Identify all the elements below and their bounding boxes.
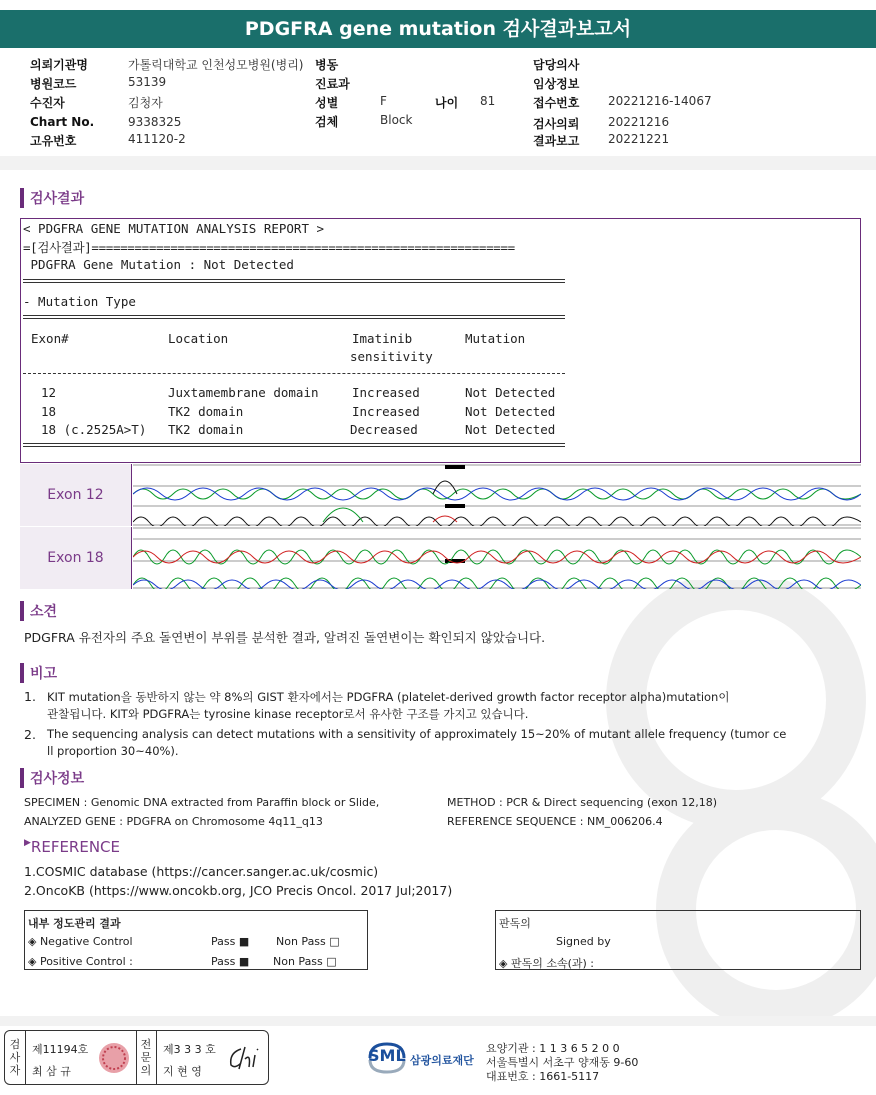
qc-heading: 내부 정도관리 결과 bbox=[28, 917, 121, 930]
reference-seq-info: REFERENCE SEQUENCE : NM_006206.4 bbox=[447, 815, 663, 828]
code-label: 병원코드 bbox=[30, 77, 77, 91]
mutation-type: - Mutation Type bbox=[23, 294, 136, 309]
requested-label: 검사의뢰 bbox=[533, 117, 580, 131]
note-line: ll proportion 30~40%). bbox=[47, 744, 179, 758]
negative-pass: Pass ■ bbox=[211, 935, 250, 948]
row-sensitivity: Decreased bbox=[350, 422, 418, 437]
col-sensitivity: sensitivity bbox=[350, 349, 433, 364]
gene-info: ANALYZED GENE : PDGFRA on Chromosome 4q11_q13 bbox=[24, 815, 323, 828]
id-value: 411120-2 bbox=[128, 132, 186, 146]
mutation-summary: PDGFRA Gene Mutation : Not Detected bbox=[23, 257, 294, 272]
note-num: 1. bbox=[24, 689, 36, 704]
row-exon: 18 (c.2525A>T) bbox=[41, 422, 147, 437]
name-value: 김청자 bbox=[128, 96, 163, 110]
divider bbox=[0, 156, 876, 170]
col-mutation: Mutation bbox=[465, 331, 526, 346]
hospital-label: 의뢰기관명 bbox=[30, 58, 88, 72]
phone: 대표번호 : 1661-5117 bbox=[486, 1070, 600, 1083]
negative-control-label: ◈ Negative Control bbox=[28, 935, 133, 948]
age-value: 81 bbox=[480, 94, 496, 108]
signature-box bbox=[4, 1030, 269, 1085]
specialist-char: 전 bbox=[140, 1038, 152, 1051]
row-sensitivity: Increased bbox=[352, 385, 420, 400]
report-title: PDGFRA gene mutation 검사결과보고서 bbox=[0, 10, 876, 48]
exon12-label: Exon 12 bbox=[20, 464, 132, 526]
double-rule bbox=[23, 279, 565, 283]
seal-icon bbox=[97, 1041, 131, 1075]
address: 서울특별시 서초구 양재동 9-60 bbox=[486, 1056, 639, 1069]
report-header: < PDGFRA GENE MUTATION ANALYSIS REPORT > bbox=[23, 221, 325, 236]
triangle-icon: ▶ bbox=[24, 838, 31, 848]
examiner-char: 검 bbox=[9, 1038, 21, 1051]
reading-affiliation: ◈ 판독의 소속(과) : bbox=[499, 957, 594, 970]
signature-icon bbox=[225, 1043, 265, 1073]
result-heading: 검사결과 bbox=[20, 188, 84, 208]
row-exon: 12 bbox=[41, 385, 57, 400]
row-location: TK2 domain bbox=[168, 404, 244, 419]
name-label: 수진자 bbox=[30, 96, 65, 110]
method-info: METHOD : PCR & Direct sequencing (exon 12,18) bbox=[447, 796, 717, 809]
note-line: The sequencing analysis can detect mutations with a sensitivity of approximately 15~20% of mutant allele frequency (tumor ce bbox=[47, 727, 787, 741]
ward-label: 병동 bbox=[315, 58, 339, 72]
specialist-name: 지 현 영 bbox=[163, 1065, 202, 1078]
report-box bbox=[20, 218, 861, 463]
clinical-label: 임상정보 bbox=[533, 77, 580, 91]
code-value: 53139 bbox=[128, 75, 167, 89]
id-label: 고유번호 bbox=[30, 134, 77, 148]
qc-box bbox=[24, 910, 368, 970]
chart-label: Chart No. bbox=[30, 115, 95, 129]
note-num: 2. bbox=[24, 727, 36, 742]
row-mutation: Not Detected bbox=[465, 422, 556, 437]
specialist-char: 의 bbox=[140, 1064, 152, 1077]
col-imatinib: Imatinib bbox=[352, 331, 413, 346]
dept-label: 진료과 bbox=[315, 77, 350, 91]
row-location: TK2 domain bbox=[168, 422, 244, 437]
accession-value: 20221216-14067 bbox=[608, 94, 712, 108]
signed-by: Signed by bbox=[556, 935, 611, 948]
sex-label: 성별 bbox=[315, 96, 339, 110]
double-rule bbox=[23, 443, 565, 447]
col-exon: Exon# bbox=[31, 331, 69, 346]
accession-label: 접수번호 bbox=[533, 96, 580, 110]
col-location: Location bbox=[168, 331, 229, 346]
hospital-value: 가톨릭대학교 인천성모병원(병리) bbox=[128, 58, 304, 72]
findings-text: PDGFRA 유전자의 주요 돌연변이 부위를 분석한 결과, 알려진 돌연변이는 확인되지 않았습니다. bbox=[24, 630, 546, 645]
row-mutation: Not Detected bbox=[465, 385, 556, 400]
examiner-char: 자 bbox=[9, 1064, 21, 1077]
footer-divider bbox=[0, 1016, 876, 1026]
reported-label: 결과보고 bbox=[533, 134, 580, 148]
row-exon: 18 bbox=[41, 404, 57, 419]
exon18-chromatogram bbox=[133, 527, 861, 589]
specimen-info: SPECIMEN : Genomic DNA extracted from Paraffin block or Slide, bbox=[24, 796, 380, 809]
negative-non-pass: Non Pass □ bbox=[276, 935, 340, 948]
specialist-char: 문 bbox=[140, 1051, 152, 1064]
note-line: 관찰됩니다. KIT와 PDGFRA는 tyrosine kinase receptor로서 유사한 구조를 가지고 있습니다. bbox=[47, 707, 529, 721]
specimen-value: Block bbox=[380, 113, 413, 127]
result-rule: =[검사결과]=========================================================== bbox=[23, 240, 515, 255]
exon18-label: Exon 18 bbox=[20, 527, 132, 589]
org-name: 삼광의료재단 bbox=[410, 1054, 474, 1067]
age-label: 나이 bbox=[435, 96, 459, 110]
note-line: KIT mutation을 동반하지 않는 약 8%의 GIST 환자에서는 PDGFRA (platelet-derived growth factor receptor alpha)mutation이 bbox=[47, 690, 730, 704]
sex-value: F bbox=[380, 94, 387, 108]
reading-heading: 판독의 bbox=[499, 917, 531, 930]
dashed-rule bbox=[23, 373, 565, 374]
findings-heading: 소견 bbox=[20, 601, 57, 621]
positive-control-label: ◈ Positive Control : bbox=[28, 955, 133, 968]
positive-non-pass: Non Pass □ bbox=[273, 955, 337, 968]
care-number: 요양기관 : 1 1 3 6 5 2 0 0 bbox=[486, 1042, 620, 1055]
specimen-label: 검체 bbox=[315, 115, 339, 129]
reference-heading: ▶REFERENCE bbox=[24, 838, 120, 856]
examiner-char: 사 bbox=[9, 1051, 21, 1064]
doctor-label: 담당의사 bbox=[533, 58, 580, 72]
exon12-chromatogram bbox=[133, 464, 861, 526]
row-mutation: Not Detected bbox=[465, 404, 556, 419]
row-location: Juxtamembrane domain bbox=[168, 385, 319, 400]
notes-heading: 비고 bbox=[20, 663, 57, 683]
requested-value: 20221216 bbox=[608, 115, 670, 129]
sml-logo bbox=[366, 1040, 474, 1080]
chart-value: 9338325 bbox=[128, 115, 182, 129]
examiner-name: 최 삼 규 bbox=[32, 1065, 71, 1078]
reference-link[interactable]: 1.COSMIC database (https://cancer.sanger.ac.uk/cosmic) bbox=[24, 864, 379, 879]
test-info-heading: 검사정보 bbox=[20, 768, 84, 788]
reference-link[interactable]: 2.OncoKB (https://www.oncokb.org, JCO Precis Oncol. 2017 Jul;2017) bbox=[24, 883, 453, 898]
reading-box bbox=[495, 910, 861, 970]
reported-value: 20221221 bbox=[608, 132, 670, 146]
positive-pass: Pass ■ bbox=[211, 955, 250, 968]
license-2: 제3 3 3 호 bbox=[163, 1043, 216, 1056]
license-1: 제11194호 bbox=[32, 1043, 89, 1056]
double-rule bbox=[23, 315, 565, 319]
sml-logo-text: SML bbox=[368, 1046, 406, 1065]
row-sensitivity: Increased bbox=[352, 404, 420, 419]
